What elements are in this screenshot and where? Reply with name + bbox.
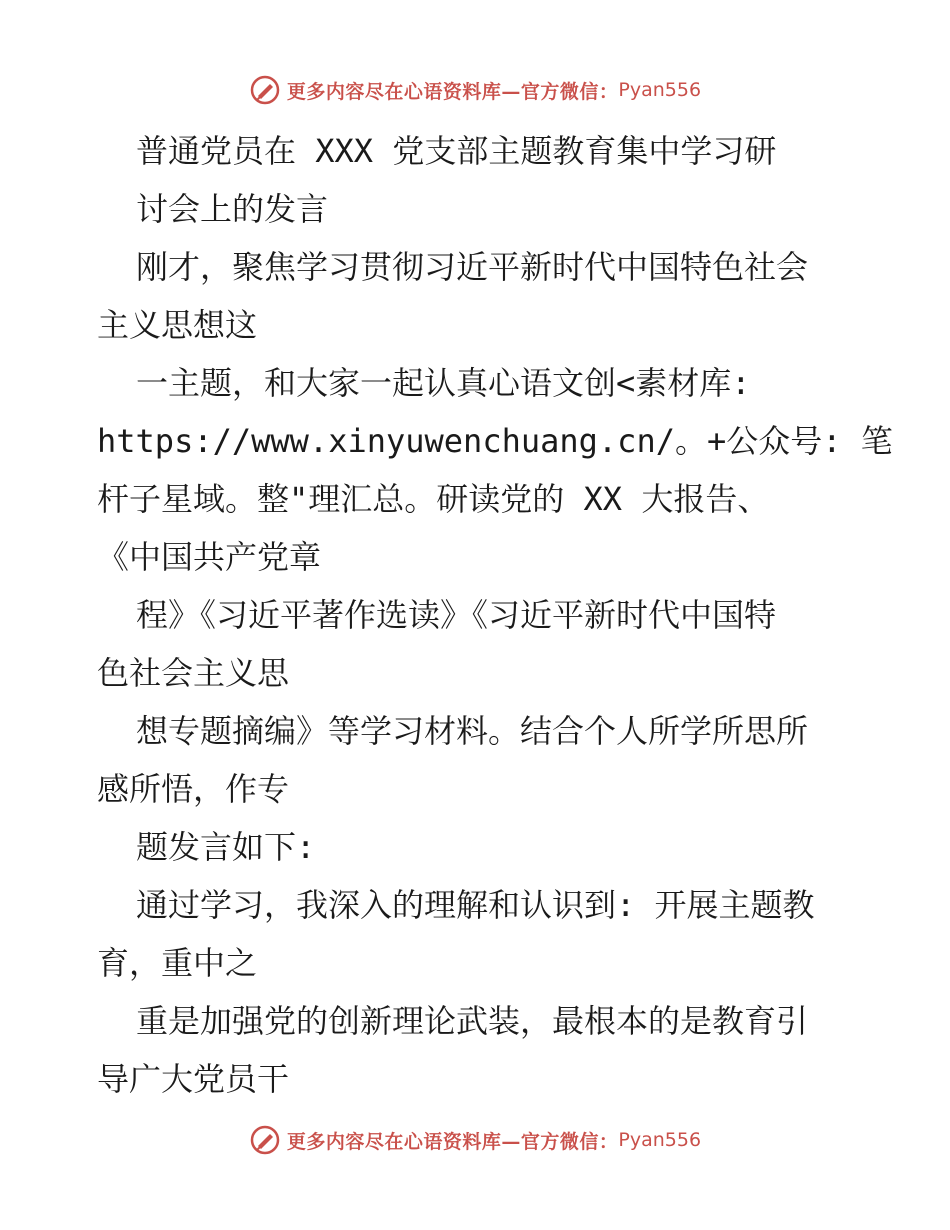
banner-text: 更多内容尽在心语资料库—官方微信： [286, 80, 619, 103]
text-line: 杆子星域。整"理汇总。研读党的 XX 大报告、 [97, 480, 770, 518]
text-line: 育，重中之 [97, 944, 258, 982]
footer-watermark-banner [0, 1120, 950, 1160]
text-line: https://www.xinyuwenchuang.cn/。+公众号: 笔 [97, 422, 893, 460]
header-watermark-banner [0, 70, 950, 110]
text-line: 想专题摘编》等学习材料。结合个人所学所思所 [136, 712, 809, 750]
text-line: 一主题，和大家一起认真心语文创<素材库: [136, 364, 751, 402]
text-line: 题发言如下: [136, 828, 316, 866]
text-line: 普通党员在 XXX 党支部主题教育集中学习研 [136, 132, 777, 170]
text-line: 色社会主义思 [97, 654, 290, 692]
text-line: 重是加强党的创新理论武装，最根本的是教育引 [136, 1002, 809, 1040]
pen-logo-icon [249, 1124, 281, 1156]
banner-text: 更多内容尽在心语资料库—官方微信： [286, 1130, 619, 1153]
document-body [97, 122, 897, 1108]
text-line: 感所悟，作专 [97, 770, 290, 808]
text-line: 通过学习，我深入的理解和认识到: 开展主题教 [136, 886, 815, 924]
text-line: 讨会上的发言 [136, 190, 329, 228]
banner-wechat-handle: Pyan556 [618, 1129, 702, 1151]
text-line: 导广大党员干 [97, 1060, 290, 1098]
text-line: 主义思想这 [97, 306, 258, 344]
text-line: 程》《习近平著作选读》《习近平新时代中国特 [136, 596, 777, 634]
text-line: 刚才，聚焦学习贯彻习近平新时代中国特色社会 [136, 248, 809, 286]
banner-wechat-handle: Pyan556 [618, 79, 702, 101]
text-line: 《中国共产党章 [97, 538, 322, 576]
pen-logo-icon [249, 74, 281, 106]
